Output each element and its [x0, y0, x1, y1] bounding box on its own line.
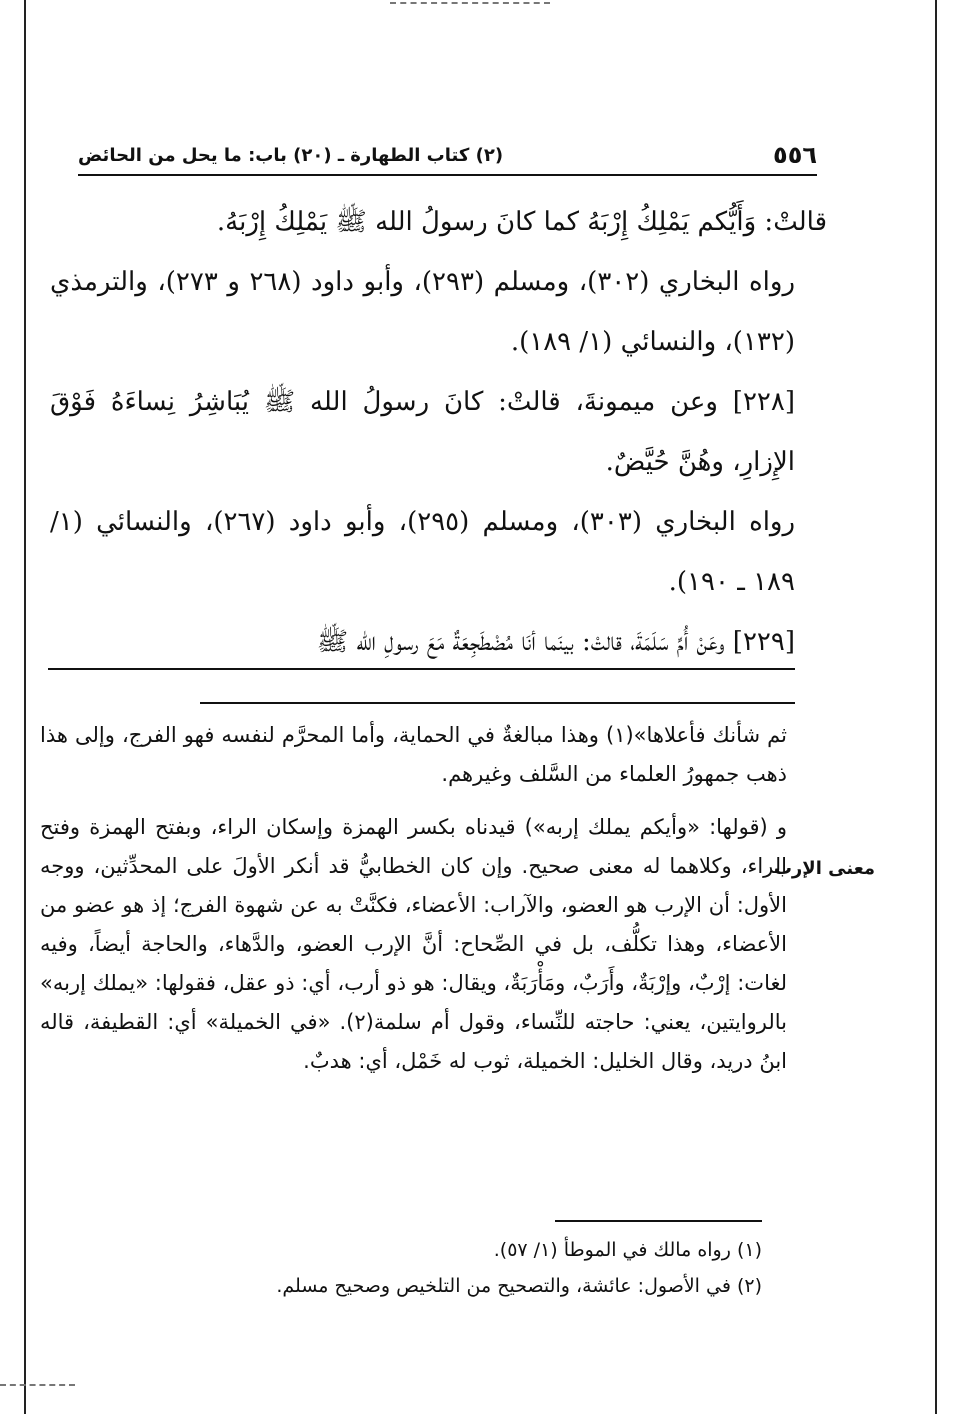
page-right-edge — [935, 0, 937, 1414]
footnote: (٢) في الأصول: عائشة، والتصحيح من التلخيص وصحيح مسلم. — [276, 1275, 762, 1297]
scan-artifact-top — [390, 2, 550, 4]
scan-artifact-bottom — [0, 1384, 75, 1386]
commentary-paragraph: ثم شأنك فأعلاها»(١) وهذا مبالغةٌ في الحماية، وأما المحرَّم لنفسه فهو الفرج، وإلى هذا ذهب جمهورُ العلماء من السَّلف وغيرهم. — [40, 723, 787, 786]
header-rule — [78, 174, 817, 176]
footnote-divider — [555, 1220, 762, 1222]
section-divider — [48, 668, 795, 670]
hadith-paragraph: قالتْ: وَأَيُّكم يَمْلِكُ إِرْبَهُ كما كانَ رسولُ الله ﷺ يَمْلِكُ إِرْبَهُ. — [216, 207, 827, 237]
commentary-divider — [200, 702, 795, 704]
hadith-source: رواه البخاري (٣٠٢)، ومسلم (٢٩٣)، وأبو داود (٢٦٨ و ٢٧٣)، والترمذي (١٣٢)، والنسائي (١/ ١٨٩). — [50, 267, 796, 357]
margin-note: معنى الإرب — [773, 858, 875, 879]
running-head: (٢) كتاب الطهارة ـ (٢٠) باب: ما يحل من الحائض — [78, 144, 504, 166]
hadith-paragraph: [٢٢٩] وعَنْ أُمِّ سَلَمَةَ، قالتْ: بينَما أنَا مُضْطَجِعَةٌ مَعَ رسولِ الله ﷺ — [316, 627, 795, 657]
hadith-text — [50, 192, 827, 672]
hadith-paragraph: [٢٢٨] وعن ميمونةَ، قالتْ: كانَ رسولُ الله ﷺ يُبَاشِرُ نِساءَهُ فَوْقَ الإِزارِ، وهُنَّ حُيَّضٌ. — [50, 387, 795, 477]
page-number: ٥٥٦ — [773, 141, 817, 169]
footnotes — [200, 1232, 762, 1304]
page-left-edge — [24, 0, 26, 1414]
commentary-text — [40, 716, 787, 1081]
footnote: (١) رواه مالك في الموطأ (١/ ٥٧). — [493, 1239, 762, 1261]
hadith-source: رواه البخاري (٣٠٣)، ومسلم (٢٩٥)، وأبو داود (٢٦٧)، والنسائي (١/ ١٨٩ ـ ١٩٠). — [50, 507, 796, 597]
page-header — [78, 140, 817, 170]
commentary-paragraph: و (قولها: «وأيكم يملك إربه») قيدناه بكسر الهمزة وإسكان الراء، وبفتح الهمزة وفتح الراء، وكلاهما له معنى صحيح. وإن كان الخطابيُّ قد أنكر الأولَ على المحدِّثين، ووجه الأول: أن الإرب هو العضو، والآراب: الأعضاء، فكنَّتْ به عن شهوة الفرج؛ إذ هو عضو من الأعضاء، وهذا تكلُّف، بل في الصِّحاح: أنَّ الإرب العضو، والدَّهاء، والحاجة أيضاً، وفيه لغات: إرْبٌ، وإرْبَةٌ، وأَرَبٌ، ومَأْرَبَةٌ، ويقال: هو ذو أرب، أي: ذو عقل، فقولها: «يملك إربه» بالروايتين، يعني: حاجته للنِّساء، وقول أم سلمة(٢). «في الخميلة» أي: القطيفة، قاله ابنُ دريد، وقال الخليل: الخميلة، ثوب له خَمْل، أي: هدبٌ. — [40, 815, 788, 1073]
